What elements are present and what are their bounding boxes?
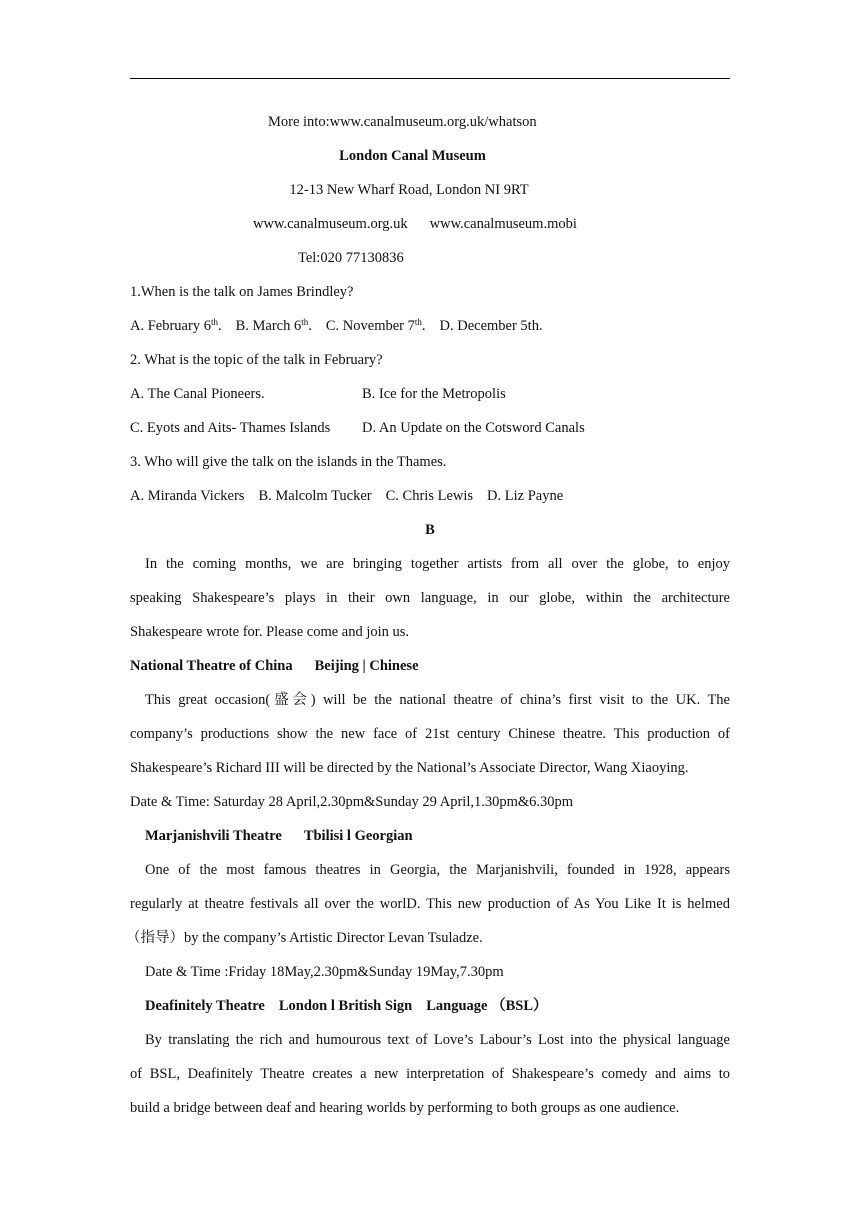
theatre-1-date: Date & Time: Saturday 28 April,2.30pm&Sunday 29 April,1.30pm&6.30pm xyxy=(130,794,574,810)
museum-websites xyxy=(253,214,577,234)
section-b-title: B xyxy=(425,522,435,538)
theatre-2-line-2: regularly at theatre festivals all over the worlD. This new production of As You Like It is helmed xyxy=(130,896,730,912)
q1-option-b[interactable]: B. March 6th. xyxy=(235,317,312,334)
theatre-2-heading xyxy=(145,826,745,846)
header-rule xyxy=(130,78,730,79)
question-3-options xyxy=(130,486,730,506)
question-2: 2. What is the topic of the talk in February? xyxy=(130,352,383,368)
museum-address: 12-13 New Wharf Road, London NI 9RT xyxy=(289,182,529,198)
museum-tel: Tel:020 77130836 xyxy=(298,250,404,266)
theatre-3-place: London l British Sign xyxy=(278,998,413,1014)
theatre-1-place: Beijing | Chinese xyxy=(314,658,419,674)
theatre-3-line-2: of BSL, Deafinitely Theatre creates a new interpretation of Shakespeare’s comedy and aims to xyxy=(130,1066,730,1082)
theatre-3-line-1: By translating the rich and humourous text of Love’s Labour’s Lost into the physical language xyxy=(145,1032,730,1048)
theatre-1-line-3: Shakespeare’s Richard III will be directed by the National’s Associate Director, Wang Xiaoying. xyxy=(130,760,689,776)
website-link-1[interactable]: www.canalmuseum.org.uk xyxy=(253,216,408,232)
q2-option-b[interactable]: B. Ice for the Metropolis xyxy=(362,386,506,402)
theatre-3-line-3: build a bridge between deaf and hearing worlds by performing to both groups as one audience. xyxy=(130,1100,680,1116)
website-link-2[interactable]: www.canalmuseum.mobi xyxy=(429,216,577,232)
q2-option-c[interactable]: C. Eyots and Aits- Thames Islands xyxy=(130,420,331,436)
question-1: 1.When is the talk on James Brindley? xyxy=(130,284,354,300)
theatre-1-line-2: company’s productions show the new face of 21st century Chinese theatre. This production of xyxy=(130,726,730,742)
q3-option-c[interactable]: C. Chris Lewis xyxy=(385,488,474,504)
theatre-2-date: Date & Time :Friday 18May,2.30pm&Sunday 19May,7.30pm xyxy=(145,964,504,980)
q3-option-b[interactable]: B. Malcolm Tucker xyxy=(258,488,372,504)
intro-line-1: In the coming months, we are bringing together artists from all over the globe, to enjoy xyxy=(145,556,730,572)
theatre-3-name: Deafinitely Theatre xyxy=(145,998,265,1014)
more-info-link[interactable]: More into:www.canalmuseum.org.uk/whatson xyxy=(268,114,537,130)
theatre-2-line-1: One of the most famous theatres in Georgia, the Marjanishvili, founded in 1928, appears xyxy=(145,862,730,878)
theatre-1-heading xyxy=(130,656,730,676)
intro-line-3: Shakespeare wrote for. Please come and join us. xyxy=(130,624,410,640)
q3-option-d[interactable]: D. Liz Payne xyxy=(487,488,564,504)
question-2-options-row1 xyxy=(130,384,730,404)
theatre-2-line-3: （指导）by the company’s Artistic Director Levan Tsuladze. xyxy=(126,930,483,946)
theatre-2-name: Marjanishvili Theatre xyxy=(145,828,282,844)
q2-option-a[interactable]: A. The Canal Pioneers. xyxy=(130,386,265,402)
theatre-1-name: National Theatre of China xyxy=(130,658,293,674)
q1-option-a[interactable]: A. February 6th. xyxy=(130,317,222,334)
question-1-options xyxy=(130,316,730,336)
question-3: 3. Who will give the talk on the islands in the Thames. xyxy=(130,454,447,470)
intro-line-2: speaking Shakespeare’s plays in their own language, in our globe, within the architecture xyxy=(130,590,730,606)
question-2-options-row2 xyxy=(130,418,730,438)
q3-option-a[interactable]: A. Miranda Vickers xyxy=(130,488,245,504)
museum-name: London Canal Museum xyxy=(339,148,486,164)
q1-option-c[interactable]: C. November 7th. xyxy=(325,317,426,334)
theatre-2-place: Tbilisi l Georgian xyxy=(303,828,413,844)
theatre-3-language: Language （BSL） xyxy=(426,998,548,1014)
q1-option-d[interactable]: D. December 5th. xyxy=(439,318,543,334)
q2-option-d[interactable]: D. An Update on the Cotsword Canals xyxy=(362,420,585,436)
theatre-3-heading xyxy=(145,996,745,1016)
theatre-1-line-1: This great occasion(盛会) will be the national theatre of china’s first visit to the UK. The xyxy=(145,692,730,708)
